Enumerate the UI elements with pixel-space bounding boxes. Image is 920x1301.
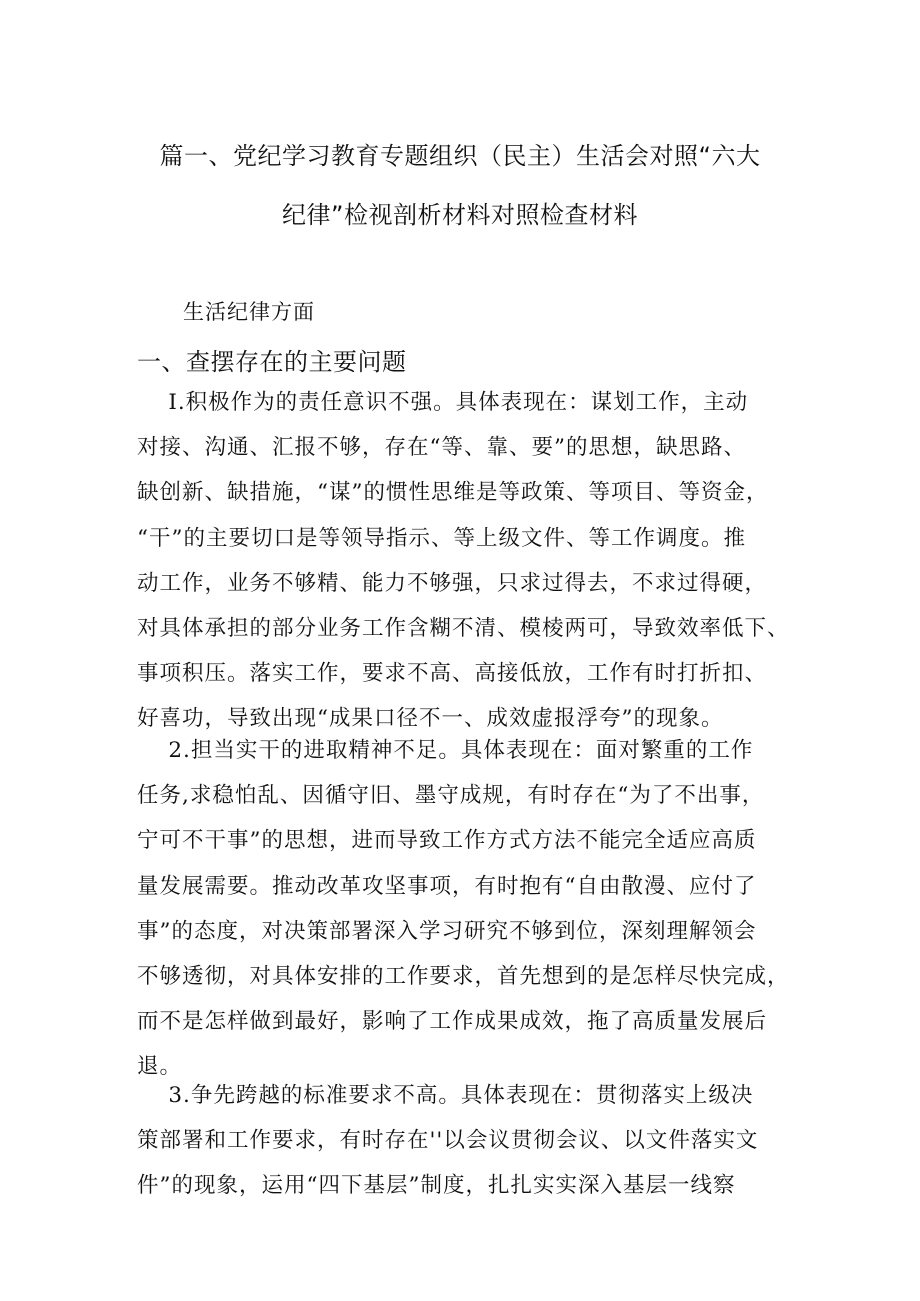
paragraph-line: 事项积压。落实工作，要求不高、高接低放，工作有时打折扣、	[137, 661, 768, 687]
paragraph-line: 对接、沟通、汇报不够，存在“等、靠、要”的思想，缺思路、	[137, 435, 746, 461]
paragraph-line: 好喜功，导致出现“成果口径不一、成效虚报浮夸”的现象。	[137, 706, 724, 732]
paragraph-line: 事”的态度，对决策部署深入学习研究不够到位，深刻理解领会	[137, 918, 757, 944]
paragraph-line: 3.争先跨越的标准要求不高。具体表现在：贯彻落实上级决	[137, 1083, 754, 1108]
paragraph-1	[137, 380, 797, 742]
document-title-line-2: 纪律”检视剖析材料对照检查材料	[282, 201, 638, 229]
paragraph-line: 量发展需要。推动改革攻坚事项，有时抱有“自由散漫、应付了	[137, 873, 757, 899]
paragraph-line: 对具体承担的部分业务工作含糊不清、模棱两可，导致效率低下、	[137, 616, 790, 642]
section-label: 生活纪律方面	[183, 300, 315, 324]
paragraph-line: 宁可不干事”的思想，进而导致工作方式方法不能完全适应高质	[137, 828, 757, 854]
paragraph-line: I.积极作为的责任意识不强。具体表现在：谋划工作，主动	[137, 390, 749, 415]
paragraph-3	[137, 1073, 797, 1209]
paragraph-line: 动工作，业务不够精、能力不够强，只求过得去，不求过得硬，	[137, 570, 768, 596]
paragraph-line: 策部署和工作要求，有时存在''以会议贯彻会议、以文件落实文	[137, 1128, 759, 1154]
paragraph-line: 缺创新、缺措施，“谋”的惯性思维是等政策、等项目、等资金，	[137, 480, 769, 506]
document-title-line-1: 篇一、党纪学习教育专题组织（民主）生活会对照“六大	[159, 142, 761, 170]
paragraph-line: 任务,求稳怕乱、因循守旧、墨守成规，有时存在“为了不出事，	[137, 783, 765, 809]
paragraph-2	[137, 728, 797, 1090]
paragraph-line: 件”的现象，运用“四下基层”制度，扎扎实实深入基层一线察	[137, 1173, 736, 1199]
paragraph-line: “干”的主要切口是等领导指示、等上级文件、等工作调度。推	[137, 525, 746, 551]
paragraph-line: 2.担当实干的进取精神不足。具体表现在：面对繁重的工作	[137, 738, 754, 763]
paragraph-line: 不够透彻，对具体安排的工作要求，首先想到的是怎样尽快完成，	[137, 964, 790, 990]
paragraph-line: 而不是怎样做到最好，影响了工作成果成效，拖了高质量发展后	[137, 1009, 768, 1035]
paragraph-line: 退。	[137, 1054, 183, 1080]
section-heading: 一、查摆存在的主要问题	[137, 348, 407, 376]
